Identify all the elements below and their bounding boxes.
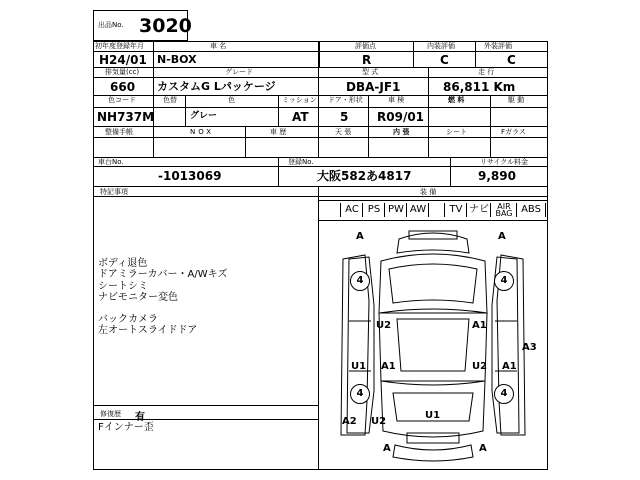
score-value: R — [362, 53, 372, 67]
inspection-header: 車 検 — [388, 96, 405, 104]
lot-number: 3020 — [139, 15, 192, 37]
tire-front-right: 4 — [494, 271, 514, 291]
seat-dir-header: 内 張 — [393, 128, 410, 136]
interior-header: 内装評価 — [427, 42, 455, 50]
mission-value: AT — [292, 110, 309, 124]
grade-header: グレード — [225, 68, 253, 76]
repair-value: 有 — [135, 412, 145, 423]
grade-value: カスタムG Lパッケージ — [157, 80, 276, 93]
recycle-header: リサイクル料金 — [480, 158, 529, 166]
mission-header: ミッション — [282, 96, 317, 104]
note-line: バックカメラ — [98, 314, 158, 325]
equipment-item: AIR BAG — [490, 203, 517, 217]
history-header: 車 歴 — [270, 128, 287, 136]
manual-header: 整備手帳 — [105, 128, 133, 136]
mark-u1-rear: U1 — [425, 410, 441, 421]
note-line: ナビモニター変色 — [98, 292, 178, 303]
repair-note: Fインナー歪 — [98, 422, 154, 433]
roof-header: 天 張 — [335, 128, 352, 136]
equipment-item: AC — [340, 203, 363, 217]
equipment-header: 装 備 — [420, 188, 437, 196]
equipment-item: ナビ — [466, 203, 491, 217]
chassis-header: 車台No. — [98, 158, 124, 166]
reg-year-header: 初年度登録年月 — [95, 42, 144, 50]
mark-front-left: A — [356, 231, 364, 242]
model-header: 型 式 — [362, 68, 379, 76]
mark-u2-left-lower: U2 — [371, 416, 387, 427]
equipment-item: PS — [362, 203, 385, 217]
color-header: 色 — [228, 96, 235, 104]
color-code-header: 色コード — [108, 96, 136, 104]
doors-value: 5 — [340, 110, 349, 124]
mark-rear-right: A — [479, 443, 487, 454]
mark-a1-right-upper: A1 — [472, 320, 487, 331]
note-line: ドアミラーカバー・A/Wキズ — [98, 269, 228, 280]
mark-u2-right-lower: U2 — [472, 361, 488, 372]
mark-u2-left-upper: U2 — [376, 320, 392, 331]
equipment-item: ABS — [516, 203, 546, 217]
mileage-header: 走 行 — [478, 68, 495, 76]
tire-rear-right: 4 — [494, 384, 514, 404]
plate-header: 登録No. — [288, 158, 314, 166]
doors-header: ドア・形状 — [328, 96, 363, 104]
seat-header: シート — [446, 128, 467, 136]
tire-front-left: 4 — [350, 271, 370, 291]
fglass-header: Fガラス — [501, 128, 526, 136]
note-line: ボディ退色 — [98, 258, 148, 269]
reg-year-value: H24/01 — [99, 53, 147, 67]
color-code-value: NH737M — [97, 110, 155, 124]
lot-box — [93, 10, 192, 41]
model-value: DBA-JF1 — [346, 80, 401, 94]
exterior-value: C — [507, 53, 516, 67]
notes-header: 特記事項 — [100, 188, 128, 196]
mileage-value: 86,811 Km — [443, 80, 516, 94]
displacement-value: 660 — [110, 80, 136, 94]
equipment-item: TV — [444, 203, 467, 217]
mark-u1-left: U1 — [351, 361, 367, 372]
chassis-value: -1013069 — [158, 169, 222, 183]
color-change-header: 色替 — [163, 96, 177, 104]
plate-value: 大阪582あ4817 — [317, 169, 412, 183]
recycle-value: 9,890 — [478, 169, 516, 183]
mark-a1-left: A1 — [381, 361, 396, 372]
repair-header: 修復歴 — [100, 410, 121, 418]
mark-front-right: A — [498, 231, 506, 242]
exterior-header: 外装評価 — [484, 42, 512, 50]
displacement-header: 排気量(cc) — [105, 68, 140, 76]
note-line: シートシミ — [98, 281, 148, 292]
car-name-header: 車 名 — [210, 42, 227, 50]
equipment-item — [428, 203, 445, 217]
score-header: 評価点 — [355, 42, 376, 50]
car-diagram — [319, 221, 547, 469]
equipment-item: AW — [406, 203, 429, 217]
note-line: 左オートスライドドア — [98, 325, 198, 336]
nox-header: NOX — [190, 128, 215, 136]
equipment-item: PW — [384, 203, 407, 217]
color-value: グレー — [190, 111, 218, 121]
car-name-value: N-BOX — [157, 53, 197, 66]
fuel-header: 燃 料 — [448, 96, 465, 104]
interior-value: C — [440, 53, 449, 67]
inspection-value: R09/01 — [377, 110, 425, 124]
drive-header: 駆 動 — [508, 96, 525, 104]
tire-rear-left: 4 — [350, 384, 370, 404]
mark-a3-right: A3 — [522, 342, 537, 353]
mark-a1-right-lower: A1 — [502, 361, 517, 372]
mark-a2-left: A2 — [342, 416, 357, 427]
lot-label: 出品No. — [98, 21, 124, 29]
mark-rear-left: A — [383, 443, 391, 454]
